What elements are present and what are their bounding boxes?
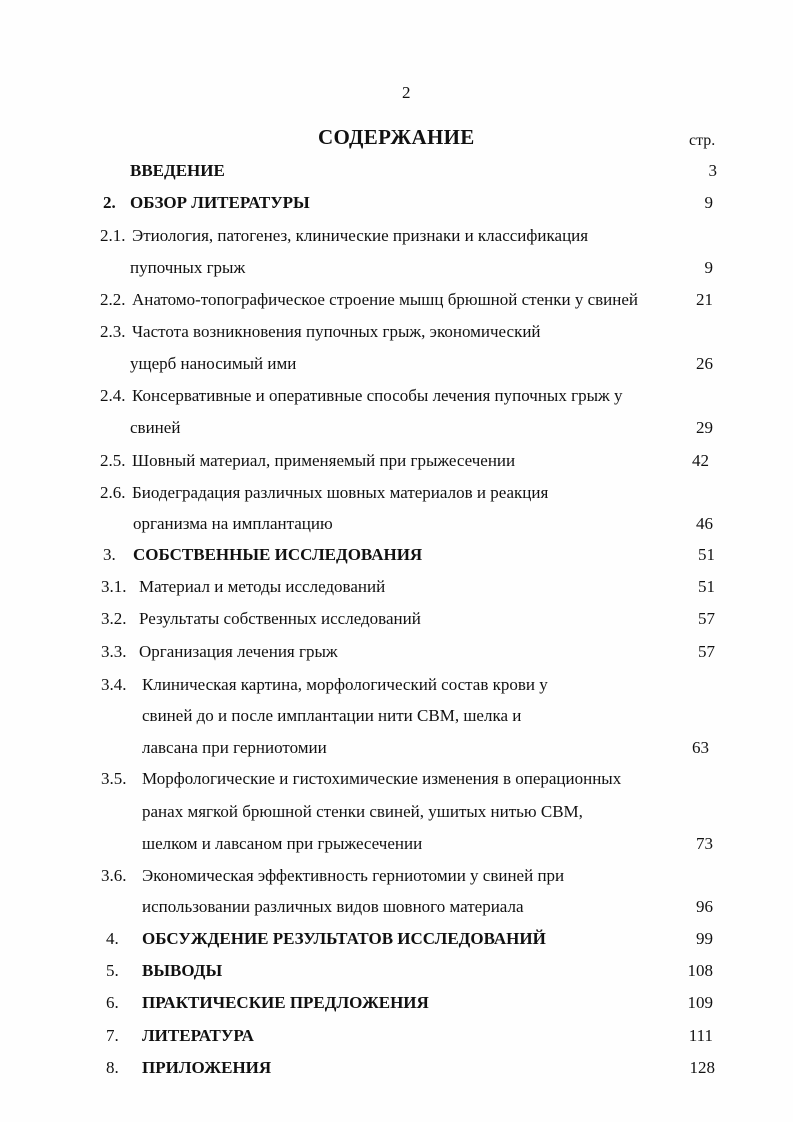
toc-entry-page: 9 (704, 193, 713, 212)
toc-entry-text: Частота возникновения пупочных грыж, экономический (132, 322, 541, 341)
toc-entry-number: 3.2. (101, 609, 127, 628)
toc-entry-text: ВВЕДЕНИЕ (130, 161, 225, 180)
toc-entry-text: СОБСТВЕННЫЕ ИССЛЕДОВАНИЯ (133, 545, 423, 564)
toc-entry-text: ПРИЛОЖЕНИЯ (142, 1058, 272, 1077)
toc-entry-page: 3 (708, 161, 717, 180)
toc-entry-number: 3.5. (101, 769, 127, 788)
toc-entry-text: Организация лечения грыж (139, 642, 338, 661)
toc-entry-number: 6. (106, 993, 119, 1012)
toc-entry-text: ОБЗОР ЛИТЕРАТУРЫ (130, 193, 310, 212)
toc-entry-number: 3.1. (101, 577, 127, 596)
toc-entry-page: 99 (696, 929, 713, 948)
toc-entry-page: 51 (698, 577, 715, 596)
toc-entry-text: Материал и методы исследований (139, 577, 386, 596)
toc-entry-number: 2.5. (100, 451, 126, 470)
toc-entry-text: организма на имплантацию (133, 514, 333, 533)
toc-entry-page: 108 (687, 961, 713, 980)
toc-entry-text: Морфологические и гистохимические изменения в операционных (142, 769, 622, 788)
toc-entry-number: 4. (106, 929, 119, 948)
toc-entry-page: 57 (698, 609, 715, 628)
toc-entry-number: 2.4. (100, 386, 126, 405)
toc-entry-text: шелком и лавсаном при грыжесечении (142, 834, 423, 853)
toc-entry-page: 57 (698, 642, 715, 661)
toc-entry-number: 5. (106, 961, 119, 980)
toc-entry-text: свиней (130, 418, 181, 437)
toc-entry-page: 96 (696, 897, 713, 916)
toc-entry-number: 3.6. (101, 866, 127, 885)
toc-entry-page: 73 (696, 834, 713, 853)
toc-entry-text: Клиническая картина, морфологический состав крови у (142, 675, 548, 694)
toc-entry-number: 3.4. (101, 675, 127, 694)
toc-entry-text: Результаты собственных исследований (139, 609, 421, 628)
toc-entry-number: 2.2. (100, 290, 126, 309)
toc-entry-text: Биодеградация различных шовных материалов и реакция (132, 483, 549, 502)
toc-entry-number: 8. (106, 1058, 119, 1077)
toc-entry-page: 29 (696, 418, 713, 437)
page-title: СОДЕРЖАНИЕ (318, 125, 475, 149)
toc-entry-text: свиней до и после имплантации нити СВМ, шелка и (142, 706, 522, 725)
toc-entry-page: 46 (696, 514, 713, 533)
toc-entry-page: 42 (692, 451, 709, 470)
toc-entry-text: Этиология, патогенез, клинические признаки и классификация (132, 226, 589, 245)
toc-entry-page: 63 (692, 738, 709, 757)
toc-entry-page: 26 (696, 354, 713, 373)
toc-entry-page: 128 (689, 1058, 715, 1077)
toc-entry-number: 2.6. (100, 483, 126, 502)
toc-entry-text: Экономическая эффективность герниотомии у свиней при (142, 866, 565, 885)
page-number: 2 (402, 83, 411, 102)
toc-entry-number: 3. (103, 545, 116, 564)
toc-entry-page: 111 (688, 1026, 713, 1045)
toc-entry-text: Консервативные и оперативные способы лечения пупочных грыж у (132, 386, 623, 405)
toc-entry-page: 51 (698, 545, 715, 564)
toc-entry-text: ущерб наносимый ими (130, 354, 297, 373)
toc-entry-text: Шовный материал, применяемый при грыжесечении (132, 451, 516, 470)
toc-entry-number: 2.1. (100, 226, 126, 245)
toc-entry-text: ВЫВОДЫ (142, 961, 223, 980)
toc-entry-text: использовании различных видов шовного материала (142, 897, 524, 916)
toc-entry-text: ПРАКТИЧЕСКИЕ ПРЕДЛОЖЕНИЯ (142, 993, 429, 1012)
toc-entry-text: ранах мягкой брюшной стенки свиней, ушитых нитью СВМ, (142, 802, 583, 821)
toc-entry-text: Анатомо-топографическое строение мышц брюшной стенки у свиней (132, 290, 638, 309)
toc-entry-text: лавсана при герниотомии (142, 738, 327, 757)
toc-entry-text: ОБСУЖДЕНИЕ РЕЗУЛЬТАТОВ ИССЛЕДОВАНИЙ (142, 929, 546, 948)
toc-entry-page: 109 (687, 993, 713, 1012)
page-column-label: стр. (689, 132, 716, 149)
toc-entry-text: пупочных грыж (130, 258, 246, 277)
toc-entry-number: 2.3. (100, 322, 126, 341)
toc-entry-text: ЛИТЕРАТУРА (142, 1026, 254, 1045)
toc-entry-number: 3.3. (101, 642, 127, 661)
toc-entry-page: 21 (696, 290, 713, 309)
toc-entry-number: 2. (103, 193, 116, 212)
toc-entry-number: 7. (106, 1026, 119, 1045)
toc-entry-page: 9 (704, 258, 713, 277)
